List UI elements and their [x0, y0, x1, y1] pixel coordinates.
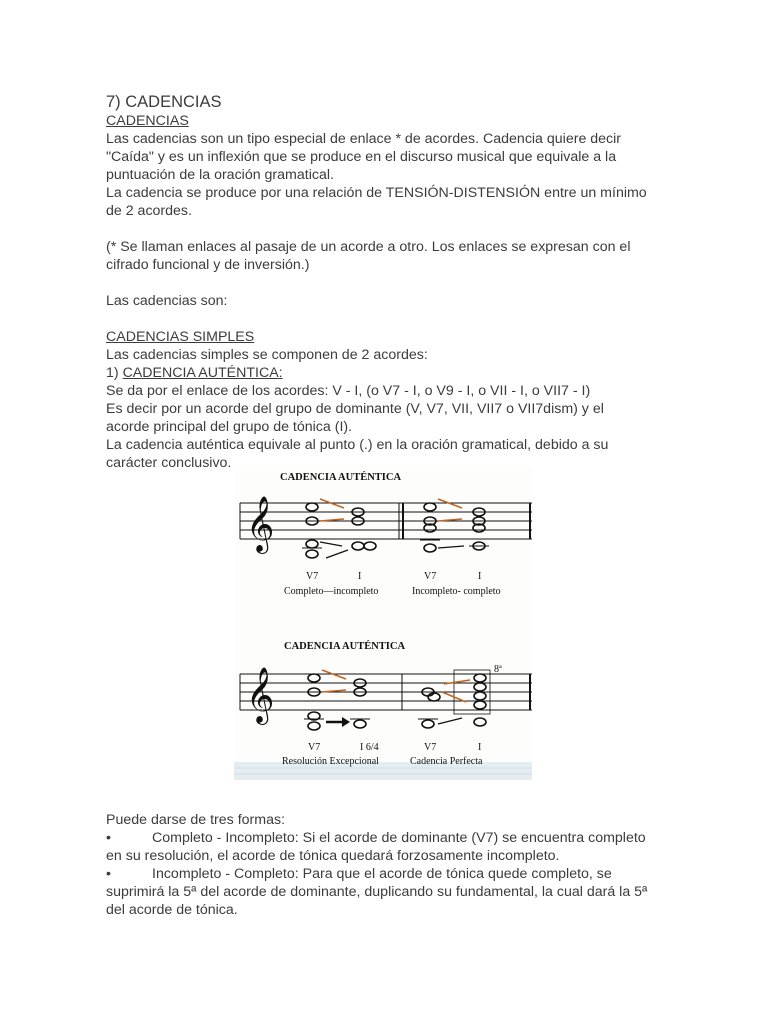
treble-clef-icon: 𝄞	[246, 496, 275, 552]
top-chord-label: V7	[424, 571, 437, 582]
authentic-line: La cadencia auténtica equivale al punto (.) en la oración gramatical, debido a su	[106, 437, 609, 453]
forms-intro: Puede darse de tres formas:	[106, 812, 286, 828]
form-item	[106, 829, 666, 847]
form-item-continuation: del acorde de tónica.	[106, 902, 238, 918]
form-item-text: Completo - Incompleto: Si el acorde de dominante (V7) se encuentra completo	[152, 830, 646, 846]
bottom-caption: Cadencia Perfecta	[410, 756, 483, 767]
bullet-icon: •	[106, 830, 111, 846]
score-svg	[234, 466, 532, 780]
top-score-title: CADENCIA AUTÉNTICA	[280, 472, 402, 483]
top-chord-label: I	[478, 571, 482, 582]
octave-mark: 8ª	[494, 664, 502, 675]
bullet-icon: •	[106, 866, 111, 882]
top-caption: Completo—incompleto	[284, 586, 379, 597]
bottom-chord-label: V7	[308, 742, 321, 753]
authentic-line: Se da por el enlace de los acordes: V - I, (o V7 - I, o V9 - I, o VII - I, o VII7 - I)	[106, 383, 591, 399]
top-chord-label: I	[358, 571, 362, 582]
top-caption: Incompleto- completo	[412, 586, 501, 597]
heading-cadencias-simples: CADENCIAS SIMPLES	[106, 329, 255, 345]
authentic-heading-line	[106, 364, 666, 382]
section-title: 7) CADENCIAS	[106, 93, 222, 111]
types-intro: Las cadencias son:	[106, 293, 228, 309]
simple-description: Las cadencias simples se componen de 2 acordes:	[106, 347, 428, 363]
bottom-score-title: CADENCIA AUTÉNTICA	[284, 641, 406, 652]
treble-clef-icon: 𝄞	[246, 667, 275, 723]
form-item-text: Incompleto - Completo: Para que el acorde de tónica quede completo, se	[152, 866, 612, 882]
authentic-number: 1)	[106, 365, 123, 381]
intro-line: puntuación de la oración gramatical.	[106, 167, 334, 183]
authentic-line: Es decir por un acorde del grupo de dominante (V, V7, VII, VII7 o VII7dism) y el	[106, 401, 604, 417]
authentic-line: acorde principal del grupo de tónica (I).	[106, 419, 353, 435]
document-body	[106, 92, 666, 472]
form-item	[106, 865, 666, 883]
intro-line: La cadencia se produce por una relación de TENSIÓN-DISTENSIÓN entre un mínimo	[106, 185, 647, 201]
form-item-continuation: suprimirá la 5ª del acorde de dominante, duplicando su fundamental, la cual dará la 5ª	[106, 884, 648, 900]
authentic-heading: CADENCIA AUTÉNTICA:	[122, 365, 283, 381]
bottom-chord-label: I 6/4	[360, 742, 379, 753]
note-line: cifrado funcional y de inversión.)	[106, 257, 310, 273]
top-chord-label: V7	[306, 571, 319, 582]
forms-section	[106, 811, 666, 919]
note-line: (* Se llaman enlaces al pasaje de un acorde a otro. Los enlaces se expresan con el	[106, 239, 631, 255]
intro-line: "Caída" y es un inflexión que se produce en el discurso musical que equivale a la	[106, 149, 617, 165]
bottom-caption: Resolución Excepcional	[282, 756, 379, 767]
authentic-line: carácter conclusivo.	[106, 455, 232, 471]
intro-line: Las cadencias son un tipo especial de enlace * de acordes. Cadencia quiere decir	[106, 131, 622, 147]
heading-cadencias: CADENCIAS	[106, 113, 189, 129]
bottom-chord-label: I	[478, 742, 482, 753]
cadence-score-image	[234, 466, 532, 780]
form-item-continuation: en su resolución, el acorde de tónica quedará forzosamente incompleto.	[106, 848, 560, 864]
bottom-chord-label: V7	[424, 742, 437, 753]
intro-line: de 2 acordes.	[106, 203, 192, 219]
